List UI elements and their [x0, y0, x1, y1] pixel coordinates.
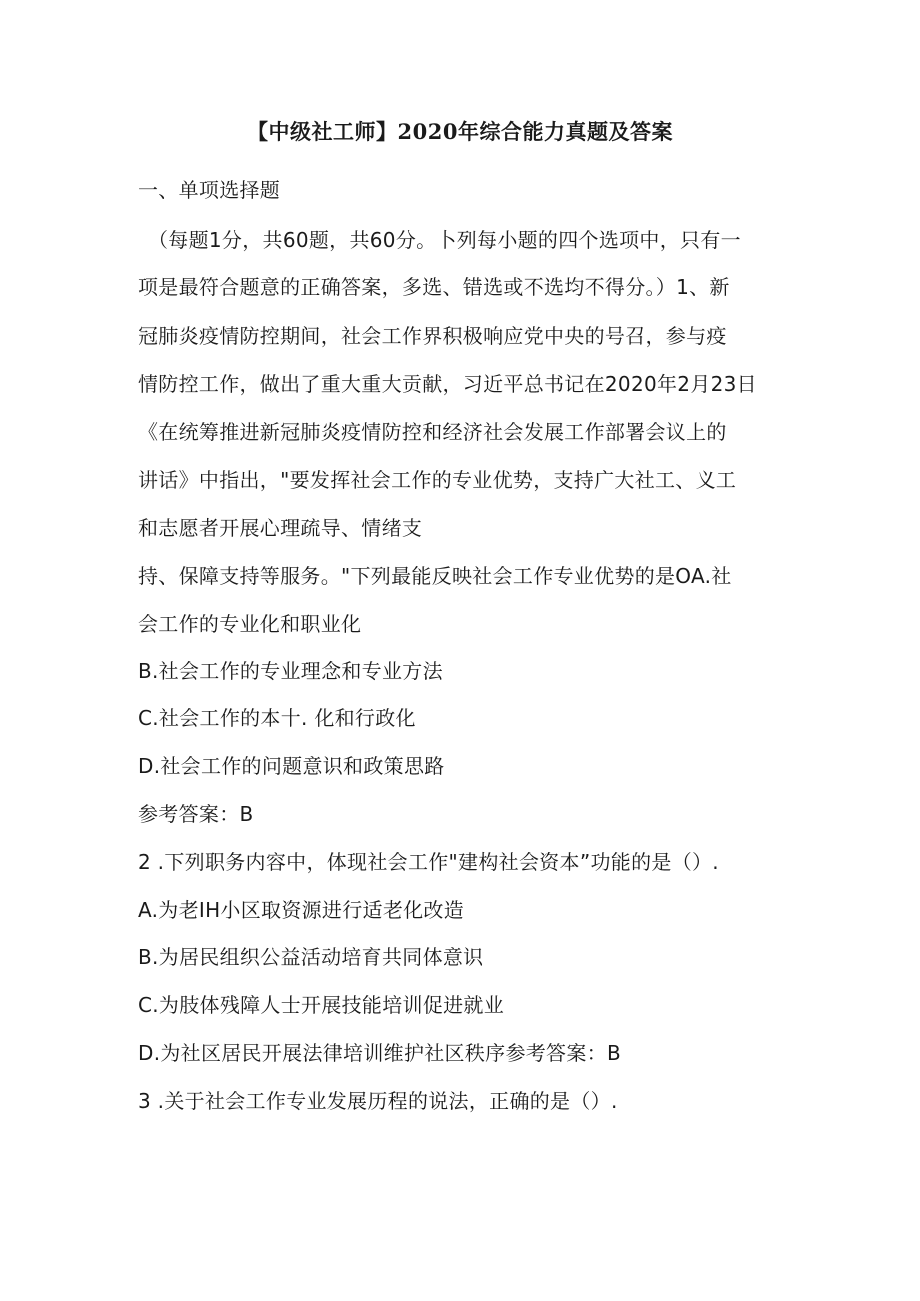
- document-title: 【中级社工师】2020年综合能力真题及答案: [247, 119, 673, 144]
- option-b: B.社会工作的专业理念和专业方法: [138, 659, 443, 683]
- option-d: D.为社区居民开展法律培训维护社区秩序参考答案：B: [138, 1041, 621, 1065]
- paragraph-line: 项是最符合题意的正确答案，多选、错选或不选均不得分。）1、新: [138, 275, 730, 299]
- paragraph-line: 会工作的专业化和职业化: [138, 612, 362, 636]
- section-heading: 一、单项选择题: [138, 178, 281, 202]
- option-a: A.为老IH小区取资源进行适老化改造: [138, 898, 465, 922]
- answer-line: 参考答案：B: [138, 802, 254, 826]
- option-b: B.为居民组织公益活动培育共同体意识: [138, 945, 484, 969]
- paragraph-line: 情防控工作，做出了重大重大贡献，习近平总书记在2020年2月23日: [138, 372, 757, 396]
- paragraph-line: （每题1分，共60题，共60分。卜列每小题的四个选项中，只有一: [148, 228, 741, 252]
- option-c: C.社会工作的本十. 化和行政化: [138, 706, 416, 730]
- paragraph-line: 持、保障支持等服务。"下列最能反映社会工作专业优势的是OA.社: [138, 564, 732, 588]
- option-c: C.为肢体残障人士开展技能培训促进就业: [138, 993, 505, 1017]
- paragraph-line: 《在统筹推进新冠肺炎疫情防控和经济社会发展工作部署会议上的: [138, 420, 727, 444]
- paragraph-line: 讲话》中指出，"要发挥社会工作的专业优势，支持广大社工、义工: [138, 468, 737, 492]
- question-3: 3 .关于社会工作专业发展历程的说法，正确的是（）.: [138, 1089, 618, 1113]
- option-d: D.社会工作的问题意识和政策思路: [138, 754, 445, 778]
- paragraph-line: 和志愿者开展心理疏导、情绪支: [138, 516, 423, 540]
- question-2: 2 .下列职务内容中，体现社会工作"建构社会资本”功能的是（）.: [138, 850, 719, 874]
- paragraph-line: 冠肺炎疫情防控期间，社会工作界积极响应党中央的号召，参与疫: [138, 324, 727, 348]
